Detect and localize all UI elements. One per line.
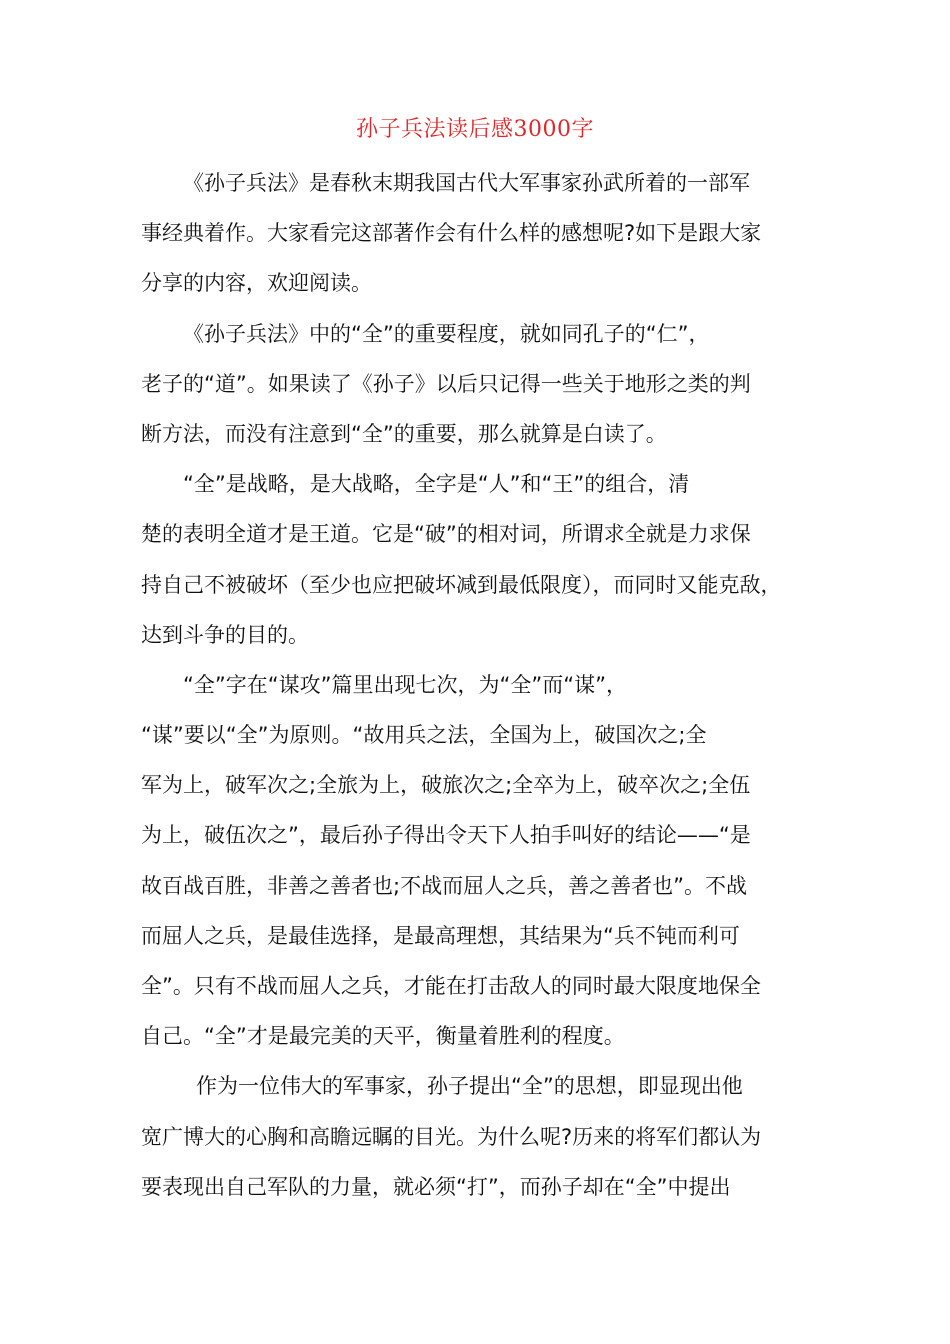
paragraph-2-line-2: 老子的“道”。如果读了《孙子》以后只记得一些关于地形之类的判 xyxy=(141,371,751,396)
paragraph-4-line-3: 军为上，破军次之;全旅为上，破旅次之;全卒为上，破卒次之;全伍 xyxy=(141,773,751,798)
paragraph-4-line-6: 而屈人之兵，是最佳选择，是最高理想，其结果为“兵不钝而利可 xyxy=(141,923,740,948)
paragraph-4-line-4: 为上，破伍次之”，最后孙子得出令天下人拍手叫好的结论——“是 xyxy=(141,823,751,848)
paragraph-3-line-3: 持自己不被破坏（至少也应把破坏减到最低限度），而同时又能克敌， xyxy=(141,572,782,597)
paragraph-4-line-8: 自己。“全”才是最完美的天平，衡量着胜利的程度。 xyxy=(141,1024,625,1049)
paragraph-3-line-1: “全”是战略，是大战略，全字是“人”和“王”的组合，清 xyxy=(183,472,690,497)
paragraph-4-line-2: “谋”要以“全”为原则。“故用兵之法，全国为上，破国次之;全 xyxy=(141,723,707,748)
paragraph-1-line-2: 事经典着作。大家看完这部著作会有什么样的感想呢?如下是跟大家 xyxy=(141,221,762,246)
paragraph-1-line-3: 分享的内容，欢迎阅读。 xyxy=(141,271,372,296)
paragraph-5-line-3: 要表现出自己军队的力量，就必须“打”，而孙子却在“全”中提出 xyxy=(141,1174,731,1199)
document-title: 孙子兵法读后感3000字 xyxy=(356,117,594,142)
paragraph-2-line-1: 《孙子兵法》中的“全”的重要程度，就如同孔子的“仁”， xyxy=(183,321,710,346)
paragraph-3-line-2: 楚的表明全道才是王道。它是“破”的相对词，所谓求全就是力求保 xyxy=(141,522,751,547)
paragraph-3-line-4: 达到斗争的目的。 xyxy=(141,622,309,647)
paragraph-4-line-7: 全”。只有不战而屈人之兵，才能在打击敌人的同时最大限度地保全 xyxy=(141,974,761,998)
paragraph-1-line-1: 《孙子兵法》是春秋末期我国古代大军事家孙武所着的一部军 xyxy=(183,171,750,195)
paragraph-5-line-1: 作为一位伟大的军事家，孙子提出“全”的思想，即显现出他 xyxy=(196,1074,743,1099)
paragraph-4-line-5: 故百战百胜，非善之善者也;不战而屈人之兵，善之善者也”。不战 xyxy=(141,873,747,898)
paragraph-2-line-3: 断方法，而没有注意到“全”的重要，那么就算是白读了。 xyxy=(141,421,667,446)
document-body xyxy=(141,158,821,1212)
paragraph-5-line-2: 宽广博大的心胸和高瞻远瞩的目光。为什么呢?历来的将军们都认为 xyxy=(141,1124,762,1149)
paragraph-4-line-1: “全”字在“谋攻”篇里出现七次，为“全”而“谋”， xyxy=(183,672,628,697)
